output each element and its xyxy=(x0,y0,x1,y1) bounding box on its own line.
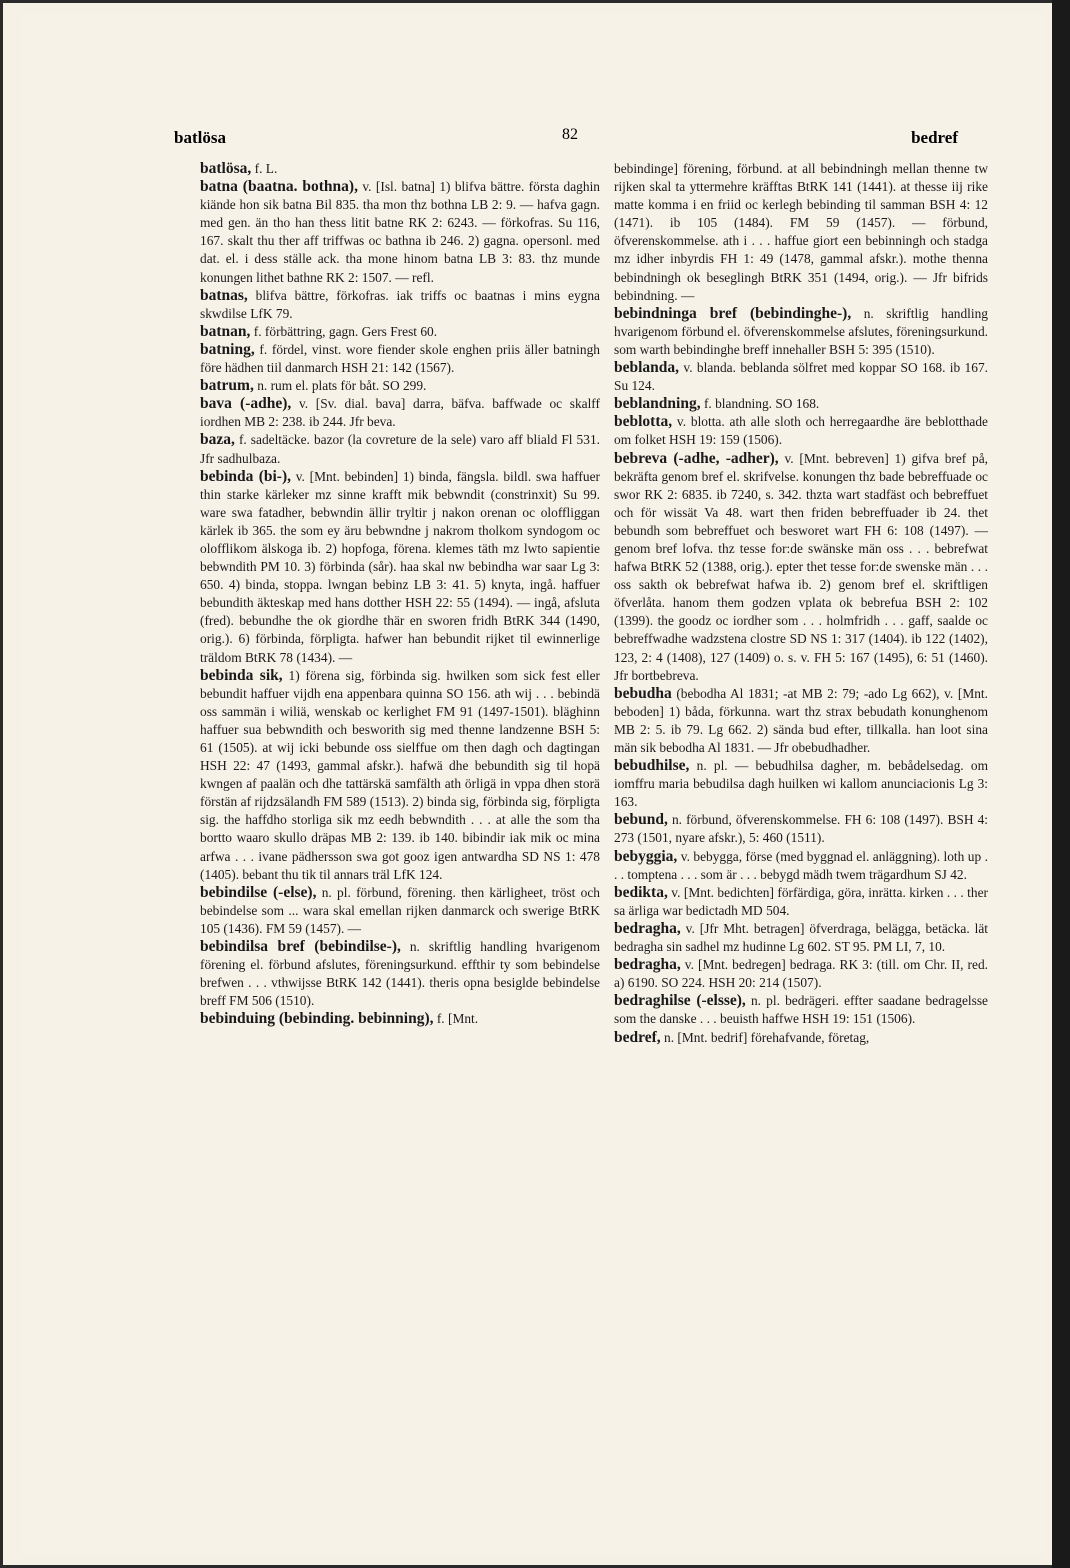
entry-body: n. pl. bedrägeri. effter saadane bedragelsse som the danske . . . beuisth haffwe HSH 19: 151 (1506). xyxy=(614,993,988,1027)
entry-headword: bedraghilse (-elsse), xyxy=(614,992,746,1010)
dictionary-entry xyxy=(614,305,988,359)
header-left-word: batlösa xyxy=(174,128,226,147)
dictionary-entry xyxy=(200,1010,600,1028)
entry-headword: bebudha xyxy=(614,684,672,702)
entry-body: n. [Mnt. bedrif] förehafvande, företag, xyxy=(664,1029,870,1045)
entry-headword: bebyggia, xyxy=(614,847,678,865)
entry-headword: bebindninga bref (bebindinghe-), xyxy=(614,304,852,322)
entry-headword: bebindilse (-else), xyxy=(200,883,317,901)
entry-headword: batlösa, xyxy=(200,160,252,177)
entry-body: v. blanda. beblanda sölfret med koppar SO 168. ib 167. Su 124. xyxy=(614,360,988,394)
entry-body: f. blandning. SO 168. xyxy=(703,396,820,412)
dictionary-entry xyxy=(614,450,988,685)
entry-headword: baza, xyxy=(200,431,235,449)
dictionary-entry xyxy=(200,160,600,178)
dictionary-entry xyxy=(200,377,600,395)
entry-headword: bebudhilse, xyxy=(614,757,690,775)
dictionary-entry xyxy=(200,395,600,431)
entry-body: v. [Mnt. bebreven] 1) gifva bref på, bekräfta genom bref el. skrifvelse. konungen thz bade bebreffuade oc swor RK 2: 6835. ib 7240, s. 342. thzta wart stadfäst och bebreffuet och för wissät Va 48. wart then friden bebreffuader ib 24. thet bebundh som bebreffuet och besworet wart FH 6: 108 (1497). — genom bref lofva. thz tesse for:de swänske män oss . . . bebrefwat hafwa BtRK 52 (1388, orig.). epter thet tesse for:de swenske män . . . oss sakth ok bebrefwat hafwa ib. 2) genom bref el. skriftligen öfverlåta. hanom them godzen vplata ok bebrefua BSH 2: 102 (1399). the goodz oc iordher som . . . holmfridh . . . gaff, saalde oc bebreffwadhe wadzstena clostre SD NS 1: 317 (1404). ib 122 (1402), 123, 2: 4 (1408), 127 (1409) o. s. v. FH 5: 167 (1495), 6: 51 (1460). Jfr bortbebreva. xyxy=(614,450,988,683)
entry-body: bebindinge] förening, förbund. at all bebindningh mellan thenne tw rijken skal ta yttermehre kräfftas BtRK 141 (1441). at thesse iij rike matte komma i en friid oc kerlegh bebinding til samman BSH 4: 12 (1471). ib 105 (1484). FM 59 (1457). — förbund, öfverenskommelse. ath i . . . haffue giort een bebinningh och stadga mz idher inbyrdis FH 1: 49 (1478, gammal afskr.). mothe thenna bebindningh ok beseglingh BtRK 351 (1494, orig.). — Jfr bifrids bebindning. — xyxy=(614,161,988,303)
entry-body: n. skriftlig handling hvarigenom förening el. förbund afslutes, föreningsurkund. effthir ty som bebindelse brefwen . . . vthwijsse BtRK 142 (1441). theris opna besiglde bebindelse breff FM 506 (1510). xyxy=(200,939,600,1009)
dictionary-entry xyxy=(200,667,600,884)
entry-body: v. [Mnt. bedregen] bedraga. RK 3: (till. om Chr. II, red. a) 6190. SO 224. HSH 20: 214 (1507). xyxy=(614,957,988,991)
entry-body: n. skriftlig handling hvarigenom förbund el. öfverenskommelse afslutes, föreningsurkund. som warth bebindinghe breff innehaller BSH 5: 395 (1510). xyxy=(614,305,988,357)
header-right-word: bedref xyxy=(911,128,958,147)
entry-headword: bebund, xyxy=(614,811,668,829)
entry-headword: bedikta, xyxy=(614,883,668,901)
dictionary-entry xyxy=(200,938,600,1010)
entry-body: f. L. xyxy=(254,161,278,176)
dictionary-entry xyxy=(200,431,600,467)
dictionary-entry xyxy=(614,395,988,413)
dictionary-entry xyxy=(200,884,600,938)
entry-headword: bava (-adhe), xyxy=(200,395,292,413)
entry-body: n. pl. — bebudhilsa dagher, m. bebådelsedag. om iomffru maria bebudilsa dagh huilken wi kallom anunciacionis Lg 3: 163. xyxy=(614,758,988,810)
entry-headword: bebinda sik, xyxy=(200,666,283,684)
dictionary-entry xyxy=(614,757,988,811)
dictionary-entry xyxy=(200,468,600,667)
entry-body: f. [Mnt. xyxy=(436,1011,479,1027)
dictionary-entry xyxy=(614,992,988,1028)
entry-headword: batna (baatna. bothna), xyxy=(200,178,358,196)
dictionary-entry xyxy=(614,685,988,757)
entry-headword: bebinduing (bebinding. bebinning), xyxy=(200,1010,434,1028)
entry-body: n. rum el. plats för båt. SO 299. xyxy=(257,378,427,394)
entry-headword: batnas, xyxy=(200,286,248,304)
entry-headword: beblandning, xyxy=(614,395,701,413)
left-column xyxy=(200,160,600,1029)
dictionary-entry xyxy=(614,884,988,920)
right-column xyxy=(614,160,988,1047)
dictionary-entry xyxy=(614,413,988,449)
dictionary-entry xyxy=(200,323,600,341)
entry-body: n. pl. förbund, förening. then kärligheet, tröst och bebindelse som ... wara skal emellan rijken danmarck och swerige BtRK 105 (1436). FM 59 (1457). — xyxy=(200,884,600,936)
entry-body: v. bebygga, förse (med byggnad el. anläggning). loth up . . . tomptena . . . som är . . . bebygd mädh twem trägardhum SJ 42. xyxy=(614,848,988,882)
entry-headword: beblotta, xyxy=(614,413,673,431)
dictionary-entry xyxy=(614,1029,988,1047)
entry-headword: batrum, xyxy=(200,377,254,395)
dictionary-entry xyxy=(200,287,600,323)
entry-headword: batnan, xyxy=(200,322,251,340)
dictionary-entry xyxy=(614,160,988,305)
entry-body: v. [Jfr Mht. betragen] öfverdraga, belägga, betäcka. lät bedragha sin sadhel mz hudinne Lg 602. ST 95. PM LI, 7, 10. xyxy=(614,920,988,955)
running-header xyxy=(174,128,958,158)
entry-body: v. blotta. ath alle sloth och herregaardhe äre beblotthade om folket HSH 19: 159 (1506). xyxy=(614,414,988,448)
entry-headword: bebindilsa bref (bebindilse-), xyxy=(200,938,401,956)
scan-edge-bar xyxy=(1052,0,1070,1568)
entry-body: f. fördel, vinst. wore fiender skole enghen priis äller batningh före hädhen tiil danmarch HSH 21: 142 (1567). xyxy=(200,341,600,376)
entry-headword: bedref, xyxy=(614,1028,661,1046)
entry-headword: bebreva (-adhe, -adher), xyxy=(614,449,779,467)
entry-headword: beblanda, xyxy=(614,359,680,377)
entry-headword: bebinda (bi-), xyxy=(200,467,291,485)
dictionary-entry xyxy=(614,359,988,395)
dictionary-entry xyxy=(614,811,988,847)
entry-body: (bebodha Al 1831; -at MB 2: 79; -ado Lg 662), v. [Mnt. beboden] 1) båda, förkunna. wart thz strax bebudath konunghenom MB 2: 5. ib 79. Lg 662. 2) sända bud efter, tillkalla. han loot sina män sik bebodha Al 1831. — Jfr obebudhadher. xyxy=(614,685,988,755)
dictionary-entry xyxy=(200,178,600,287)
entry-body: v. [Mnt. bebinden] 1) binda, fängsla. bildl. swa haffuer thin starke kärleker mz sinne krafft mik bebwndit (constrinxit) Su 99. ware swa fatadher, bebwndin ällir tryltir j nakon orenan oc oloffliggan kärlek ib 365. the som ey äru bebwndne j nakrom tholkom syndogom oc olofflikom älskoga ib. 2) hopfoga, förena. klemes täth mz lwto sapientie bebwndith PM 10. 3) förbinda (sår). haa skal nw bebindha war saar Lg 3: 650. 4) binda, stoppa. lwngan bebinz LB 3: 41. 5) knyta, ingå. haffuer bebundith äkteskap med hans dotther HSH 22: 55 (1494). — ingå, afsluta (fred). bebundhe the ok giordhe thär en sworen fridh BtRK 344 (1490, orig.). 6) förbinda, förpligta. hafwer han bebundit rijket til ewinnerlige träldom BtRK 78 (1434). — xyxy=(200,468,600,665)
dictionary-entry xyxy=(614,956,988,992)
page-number: 82 xyxy=(562,126,578,143)
entry-body: 1) förena sig, förbinda sig. hwilken som sick fest eller bebundit haffuer vijdh ena appenbara quinna SO 156. ath wij . . . bebindä oss sammän i wiliä, wenskab oc kerlighet FM 91 (1497-1501). bläghinn haffuer sua bebwndith och besworith sig med thenne landzenne BSH 5: 61 (1505). at wij icki bebunde oss sielffue om then dagh och dagtingan HSH 22: 47 (1493, gammal afskr.). hafwä dhe bebundith sig til hopä kwngen af paalän och dhe tattärskä samfälth ath örligä in vppa dhen storä förstän af rijdzsälandh FM 589 (1513). 2) binda sig, förbinda sig, förpligta sig. the haffdho storliga sik mz eedh bebwndith . . . at alle the som tha bortto waaro skullo dräpas MB 2: 139. ib 140. bibindir iak mik oc mina arfwa . . . ivane pädhersson swa got gooz igen antwardha SD NS 1: 478 (1405). bebant thu tik til annars träl LfK 124. xyxy=(200,667,600,882)
entry-headword: batning, xyxy=(200,340,255,358)
entry-headword: bedragha, xyxy=(614,919,681,937)
entry-body: f. förbättring, gagn. Gers Frest 60. xyxy=(253,323,438,339)
entry-body: n. förbund, öfverenskommelse. FH 6: 108 (1497). BSH 4: 273 (1501, nyare afskr.), 5: 460 (1511). xyxy=(614,812,988,846)
entry-headword: bedragha, xyxy=(614,956,681,974)
entry-body: blifva bättre, förkofras. iak triffs oc baatnas i mins eygna skwdilse LfK 79. xyxy=(200,287,600,321)
dictionary-entry xyxy=(200,341,600,377)
entry-body: v. [Sv. dial. bava] darra, bäfva. baffwade oc skalff iordhen MB 2: 238. ib 244. Jfr beva. xyxy=(200,396,600,430)
dictionary-entry xyxy=(614,920,988,956)
entry-body: v. [Mnt. bedichten] förfärdiga, göra, inrätta. kirken . . . ther sa ärliga war bedictadh MD 504. xyxy=(614,884,988,918)
entry-body: v. [Isl. batna] 1) blifva bättre. första daghin kiände hon sik batna Bil 835. tha mon thz bothna LB 2: 9. — hafva gagn. med gen. än tho han thess litit batne RK 2: 6243. — förkofras. Su 116, 167. skalt thu ther aff triffwas oc bathna ib 246. 2) gagna. opersonl. med dat. el. i dess ställe ack. tha mone hinom batna LB 3: 83. thz munde konungen lithet bathne RK 2: 1507. — refl. xyxy=(200,179,600,285)
entry-body: f. sadeltäcke. bazor (la covreture de la sele) varo aff bliald Fl 531. Jfr sadhulbaza. xyxy=(200,432,600,466)
dictionary-entry xyxy=(614,848,988,884)
